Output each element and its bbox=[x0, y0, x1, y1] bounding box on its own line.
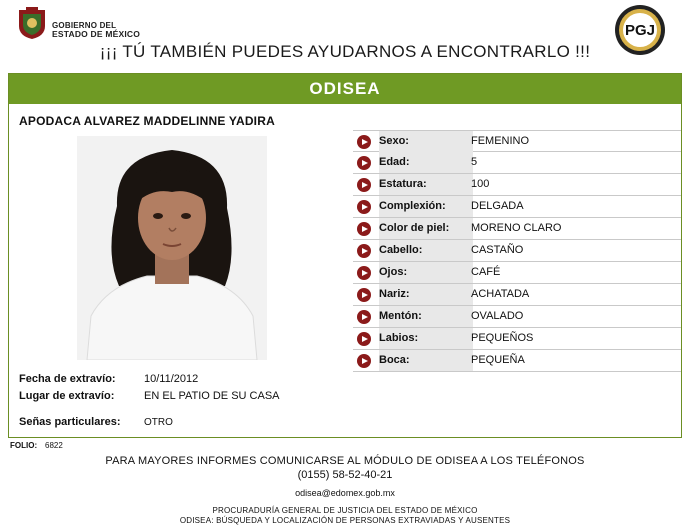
person-photo bbox=[77, 136, 267, 360]
person-portrait-image bbox=[77, 136, 267, 360]
arrow-bullet-icon bbox=[357, 288, 371, 302]
senas-label: Señas particulares: bbox=[19, 416, 121, 428]
arrow-bullet-icon bbox=[357, 178, 371, 192]
physical-attributes-list bbox=[353, 130, 681, 372]
attr-value: ACHATADA bbox=[471, 288, 530, 300]
attr-row-nariz bbox=[353, 284, 681, 306]
footer-odisea-desc: ODISEA: BÚSQUEDA Y LOCALIZACIÓN DE PERSONAS EXTRAVIADAS Y AUSENTES bbox=[179, 516, 511, 525]
attr-value: 100 bbox=[471, 178, 490, 190]
fecha-label: Fecha de extravío: bbox=[19, 373, 116, 385]
attr-label: Ojos: bbox=[379, 262, 473, 283]
attr-value: MORENO CLARO bbox=[471, 222, 562, 234]
attr-row-complexion bbox=[353, 196, 681, 218]
attr-row-cabello bbox=[353, 240, 681, 262]
arrow-bullet-icon bbox=[357, 244, 371, 258]
attr-label: Estatura: bbox=[379, 174, 473, 195]
attr-value: CASTAÑO bbox=[471, 244, 524, 256]
folio bbox=[10, 441, 63, 450]
attr-label: Edad: bbox=[379, 152, 473, 173]
odisea-banner: ODISEA bbox=[9, 74, 681, 104]
attr-label: Mentón: bbox=[379, 306, 473, 327]
attr-value: PEQUEÑOS bbox=[471, 332, 534, 344]
arrow-bullet-icon bbox=[357, 156, 371, 170]
attr-label: Nariz: bbox=[379, 284, 473, 305]
attr-label: Boca: bbox=[379, 350, 473, 371]
gobierno-text bbox=[52, 21, 140, 39]
attr-value: FEMENINO bbox=[471, 135, 530, 147]
missing-person-card bbox=[8, 73, 682, 438]
attr-row-ojos bbox=[353, 262, 681, 284]
attr-row-menton bbox=[353, 306, 681, 328]
attr-value: 5 bbox=[471, 156, 478, 168]
attr-row-color-de-piel bbox=[353, 218, 681, 240]
arrow-bullet-icon bbox=[357, 266, 371, 280]
attr-row-estatura bbox=[353, 174, 681, 196]
headline: ¡¡¡ TÚ TAMBIÉN PUEDES AYUDARNOS A ENCONTRARLO !!! bbox=[99, 42, 591, 61]
attr-label: Cabello: bbox=[379, 240, 473, 261]
header bbox=[0, 0, 690, 70]
senas-value: OTRO bbox=[144, 417, 173, 428]
folio-label: FOLIO: bbox=[10, 441, 38, 450]
attr-row-labios bbox=[353, 328, 681, 350]
attr-row-sexo bbox=[353, 130, 681, 152]
attr-value: DELGADA bbox=[471, 200, 524, 212]
footer-email[interactable]: odisea@edomex.gob.mx bbox=[295, 488, 395, 498]
attr-label: Sexo: bbox=[379, 131, 473, 152]
attr-value: PEQUEÑA bbox=[471, 354, 525, 366]
arrow-bullet-icon bbox=[357, 354, 371, 368]
footer-procuraduria: PROCURADURÍA GENERAL DE JUSTICIA DEL ESTADO DE MÉXICO bbox=[212, 506, 478, 515]
arrow-bullet-icon bbox=[357, 135, 371, 149]
attr-label: Labios: bbox=[379, 328, 473, 349]
arrow-bullet-icon bbox=[357, 310, 371, 324]
gob-line2: ESTADO DE MÉXICO bbox=[52, 29, 141, 39]
pgj-text: PGJ bbox=[624, 22, 656, 39]
fecha-value: 10/11/2012 bbox=[144, 373, 199, 385]
attr-value: CAFÉ bbox=[471, 266, 501, 278]
arrow-bullet-icon bbox=[357, 200, 371, 214]
lugar-value: EN EL PATIO DE SU CASA bbox=[144, 390, 280, 402]
attr-row-edad bbox=[353, 152, 681, 174]
footer-info-line: PARA MAYORES INFORMES COMUNICARSE AL MÓDULO DE ODISEA A LOS TELÉFONOS bbox=[105, 455, 585, 467]
gob-line1: GOBIERNO DEL bbox=[52, 21, 117, 30]
folio-value: 6822 bbox=[45, 441, 63, 450]
arrow-bullet-icon bbox=[357, 332, 371, 346]
lugar-label: Lugar de extravío: bbox=[19, 390, 115, 402]
arrow-bullet-icon bbox=[357, 222, 371, 236]
attr-label: Color de piel: bbox=[379, 218, 473, 239]
attr-label: Complexión: bbox=[379, 196, 473, 217]
attr-row-boca bbox=[353, 350, 681, 372]
footer-phone: (0155) 58-52-40-21 bbox=[297, 469, 393, 481]
estado-de-mexico-seal-icon bbox=[16, 6, 48, 40]
attr-value: OVALADO bbox=[471, 310, 524, 322]
person-name: APODACA ALVAREZ MADDELINNE YADIRA bbox=[19, 114, 275, 128]
